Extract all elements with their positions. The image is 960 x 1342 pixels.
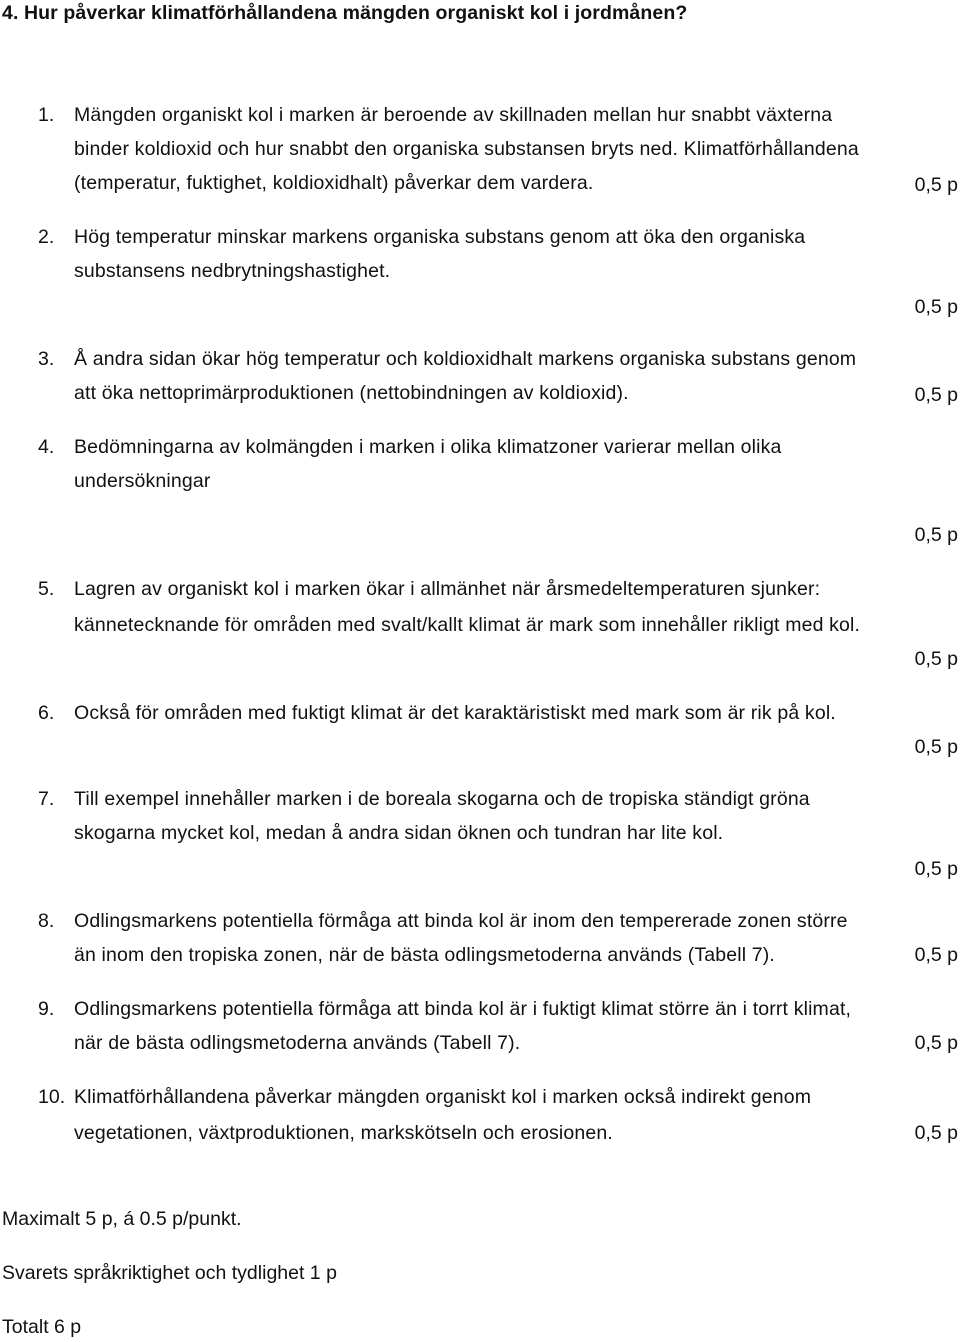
item-text-line: vegetationen, växtproduktionen, markskötseln och erosionen. (74, 1122, 613, 1144)
item-text-line: Klimatförhållandena påverkar mängden organiskt kol i marken också indirekt genom (74, 1086, 812, 1108)
language-points-note: Svarets språkriktighet och tydlighet 1 p (2, 1262, 337, 1284)
points-label: 0,5 p (914, 858, 958, 880)
item-text-line: Lagren av organiskt kol i marken ökar i allmänhet när årsmedeltemperaturen sjunker: (74, 578, 821, 600)
points-label: 0,5 p (914, 944, 958, 966)
points-label: 0,5 p (914, 1122, 958, 1144)
question-heading: 4. Hur påverkar klimatförhållandena mängden organiskt kol i jordmånen? (2, 2, 688, 24)
item-number: 5. (38, 578, 55, 600)
item-text-line: Hög temperatur minskar markens organiska substans genom att öka den organiska (74, 226, 806, 248)
points-label: 0,5 p (914, 524, 958, 546)
item-number: 9. (38, 998, 55, 1020)
points-label: 0,5 p (914, 174, 958, 196)
item-text-line: när de bästa odlingsmetoderna används (Tabell 7). (74, 1032, 521, 1054)
item-text-line: binder koldioxid och hur snabbt den organiska substansen bryts ned. Klimatförhållandena (74, 138, 859, 160)
item-text-line: Odlingsmarkens potentiella förmåga att binda kol är inom den tempererade zonen större (74, 910, 848, 932)
points-label: 0,5 p (914, 1032, 958, 1054)
points-label: 0,5 p (914, 296, 958, 318)
points-label: 0,5 p (914, 736, 958, 758)
item-number: 4. (38, 436, 55, 458)
item-text-line: Till exempel innehåller marken i de boreala skogarna och de tropiska ständigt gröna (74, 788, 810, 810)
item-number: 6. (38, 702, 55, 724)
item-text-line: Odlingsmarkens potentiella förmåga att binda kol är i fuktigt klimat större än i torrt klimat, (74, 998, 852, 1020)
points-label: 0,5 p (914, 648, 958, 670)
points-label: 0,5 p (914, 384, 958, 406)
item-text-line: Mängden organiskt kol i marken är beroende av skillnaden mellan hur snabbt växterna (74, 104, 833, 126)
item-number: 10. (38, 1086, 66, 1108)
item-text-line: skogarna mycket kol, medan å andra sidan öknen och tundran har lite kol. (74, 822, 724, 844)
item-text-line: än inom den tropiska zonen, när de bästa odlingsmetoderna används (Tabell 7). (74, 944, 775, 966)
item-text-line: Också för områden med fuktigt klimat är det karaktäristiskt med mark som är rik på kol. (74, 702, 836, 724)
item-number: 1. (38, 104, 55, 126)
item-text-line: Å andra sidan ökar hög temperatur och koldioxidhalt markens organiska substans genom (74, 348, 857, 370)
max-points-note: Maximalt 5 p, á 0.5 p/punkt. (2, 1208, 242, 1230)
item-number: 2. (38, 226, 55, 248)
item-number: 3. (38, 348, 55, 370)
item-number: 8. (38, 910, 55, 932)
item-text-line: (temperatur, fuktighet, koldioxidhalt) påverkar dem vardera. (74, 172, 594, 194)
item-text-line: Bedömningarna av kolmängden i marken i olika klimatzoner varierar mellan olika (74, 436, 782, 458)
item-text-line: kännetecknande för områden med svalt/kallt klimat är mark som innehåller rikligt med kol. (74, 614, 861, 636)
total-points-note: Totalt 6 p (2, 1316, 82, 1338)
item-text-line: substansens nedbrytningshastighet. (74, 260, 391, 282)
item-text-line: undersökningar (74, 470, 211, 492)
item-text-line: att öka nettoprimärproduktionen (nettobindningen av koldioxid). (74, 382, 629, 404)
item-number: 7. (38, 788, 55, 810)
